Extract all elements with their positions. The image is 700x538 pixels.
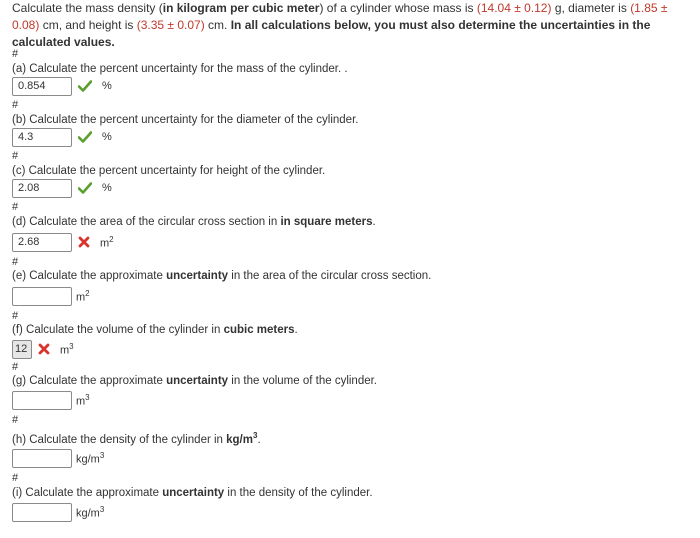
answer-row-g [12,390,90,410]
unit-f: $m^3$ [60,341,74,357]
separator-hash: # [12,150,19,162]
height-value: (3.35 ± 0.07) [136,18,205,32]
checkmark-icon [78,182,92,194]
answer-b-input[interactable] [12,128,72,147]
answer-row-f [12,339,74,359]
unit-c: % [102,182,112,194]
answer-f-input[interactable] [12,340,32,359]
answer-e-input[interactable] [12,287,72,306]
separator-hash: # [12,201,19,213]
unit-e: $m^2$ [76,288,90,304]
answer-c-input[interactable] [12,179,72,198]
answer-row-a [12,76,112,96]
question-b-text: (b) Calculate the percent uncertainty for the diameter of the cylinder. [12,114,359,126]
question-c-text: (c) Calculate the percent uncertainty for height of the cylinder. [12,165,326,177]
checkmark-icon [78,80,92,92]
answer-h-input[interactable] [12,449,72,468]
answer-row-d [12,232,114,252]
unit-a: % [102,80,112,92]
question-g-text: (g) Calculate the approximate uncertainty in the volume of the cylinder. [12,375,378,387]
answer-row-e [12,286,90,306]
problem-statement: Calculate the mass density (in kilogram per cubic meter) of a cylinder whose mass is (14.04 ± 0.12) g, diameter is (1.85 ± 0.08) cm, and height is (3.35 ± 0.07) cm. In all calculations below, you must also determine the uncertainties in the calculated values. [12,1,668,49]
unit-d: $m^2$ [100,234,114,250]
unit-i: $kg/m^3$ [76,504,105,520]
checkmark-icon [78,131,92,143]
answer-g-input[interactable] [12,391,72,410]
unit-h: $kg/m^3$ [76,450,105,466]
answer-row-h [12,448,104,468]
separator-hash: # [12,99,19,111]
separator-hash: # [12,472,19,484]
question-e-text: (e) Calculate the approximate uncertainty in the area of the circular cross section. [12,270,432,282]
cross-icon [38,343,50,355]
mass-value: (14.04 ± 0.12) [476,1,552,15]
separator-hash: # [12,310,19,322]
separator-hash: # [12,48,19,60]
separator-hash: # [12,256,19,268]
diameter-value: (1.85 ± 0.08) [12,1,668,32]
answer-row-i [12,502,104,522]
answer-row-c [12,178,112,198]
separator-hash: # [12,414,19,426]
unit-g: $m^3$ [76,392,90,408]
question-h-text: (h) Calculate the density of the cylinder in $kg/m^3$. [12,431,261,446]
answer-d-input[interactable] [12,233,72,252]
answer-row-b [12,127,112,147]
unit-b: % [102,131,112,143]
cross-icon [78,236,90,248]
question-f-text: (f) Calculate the volume of the cylinder in cubic meters. [12,324,298,336]
answer-a-input[interactable] [12,77,72,96]
question-i-text: (i) Calculate the approximate uncertainty in the density of the cylinder. [12,487,373,499]
separator-hash: # [12,361,19,373]
question-d-text: (d) Calculate the area of the circular cross section in in square meters. [12,216,376,228]
question-a-text: (a) Calculate the percent uncertainty for the mass of the cylinder. . [12,63,348,75]
answer-i-input[interactable] [12,503,72,522]
